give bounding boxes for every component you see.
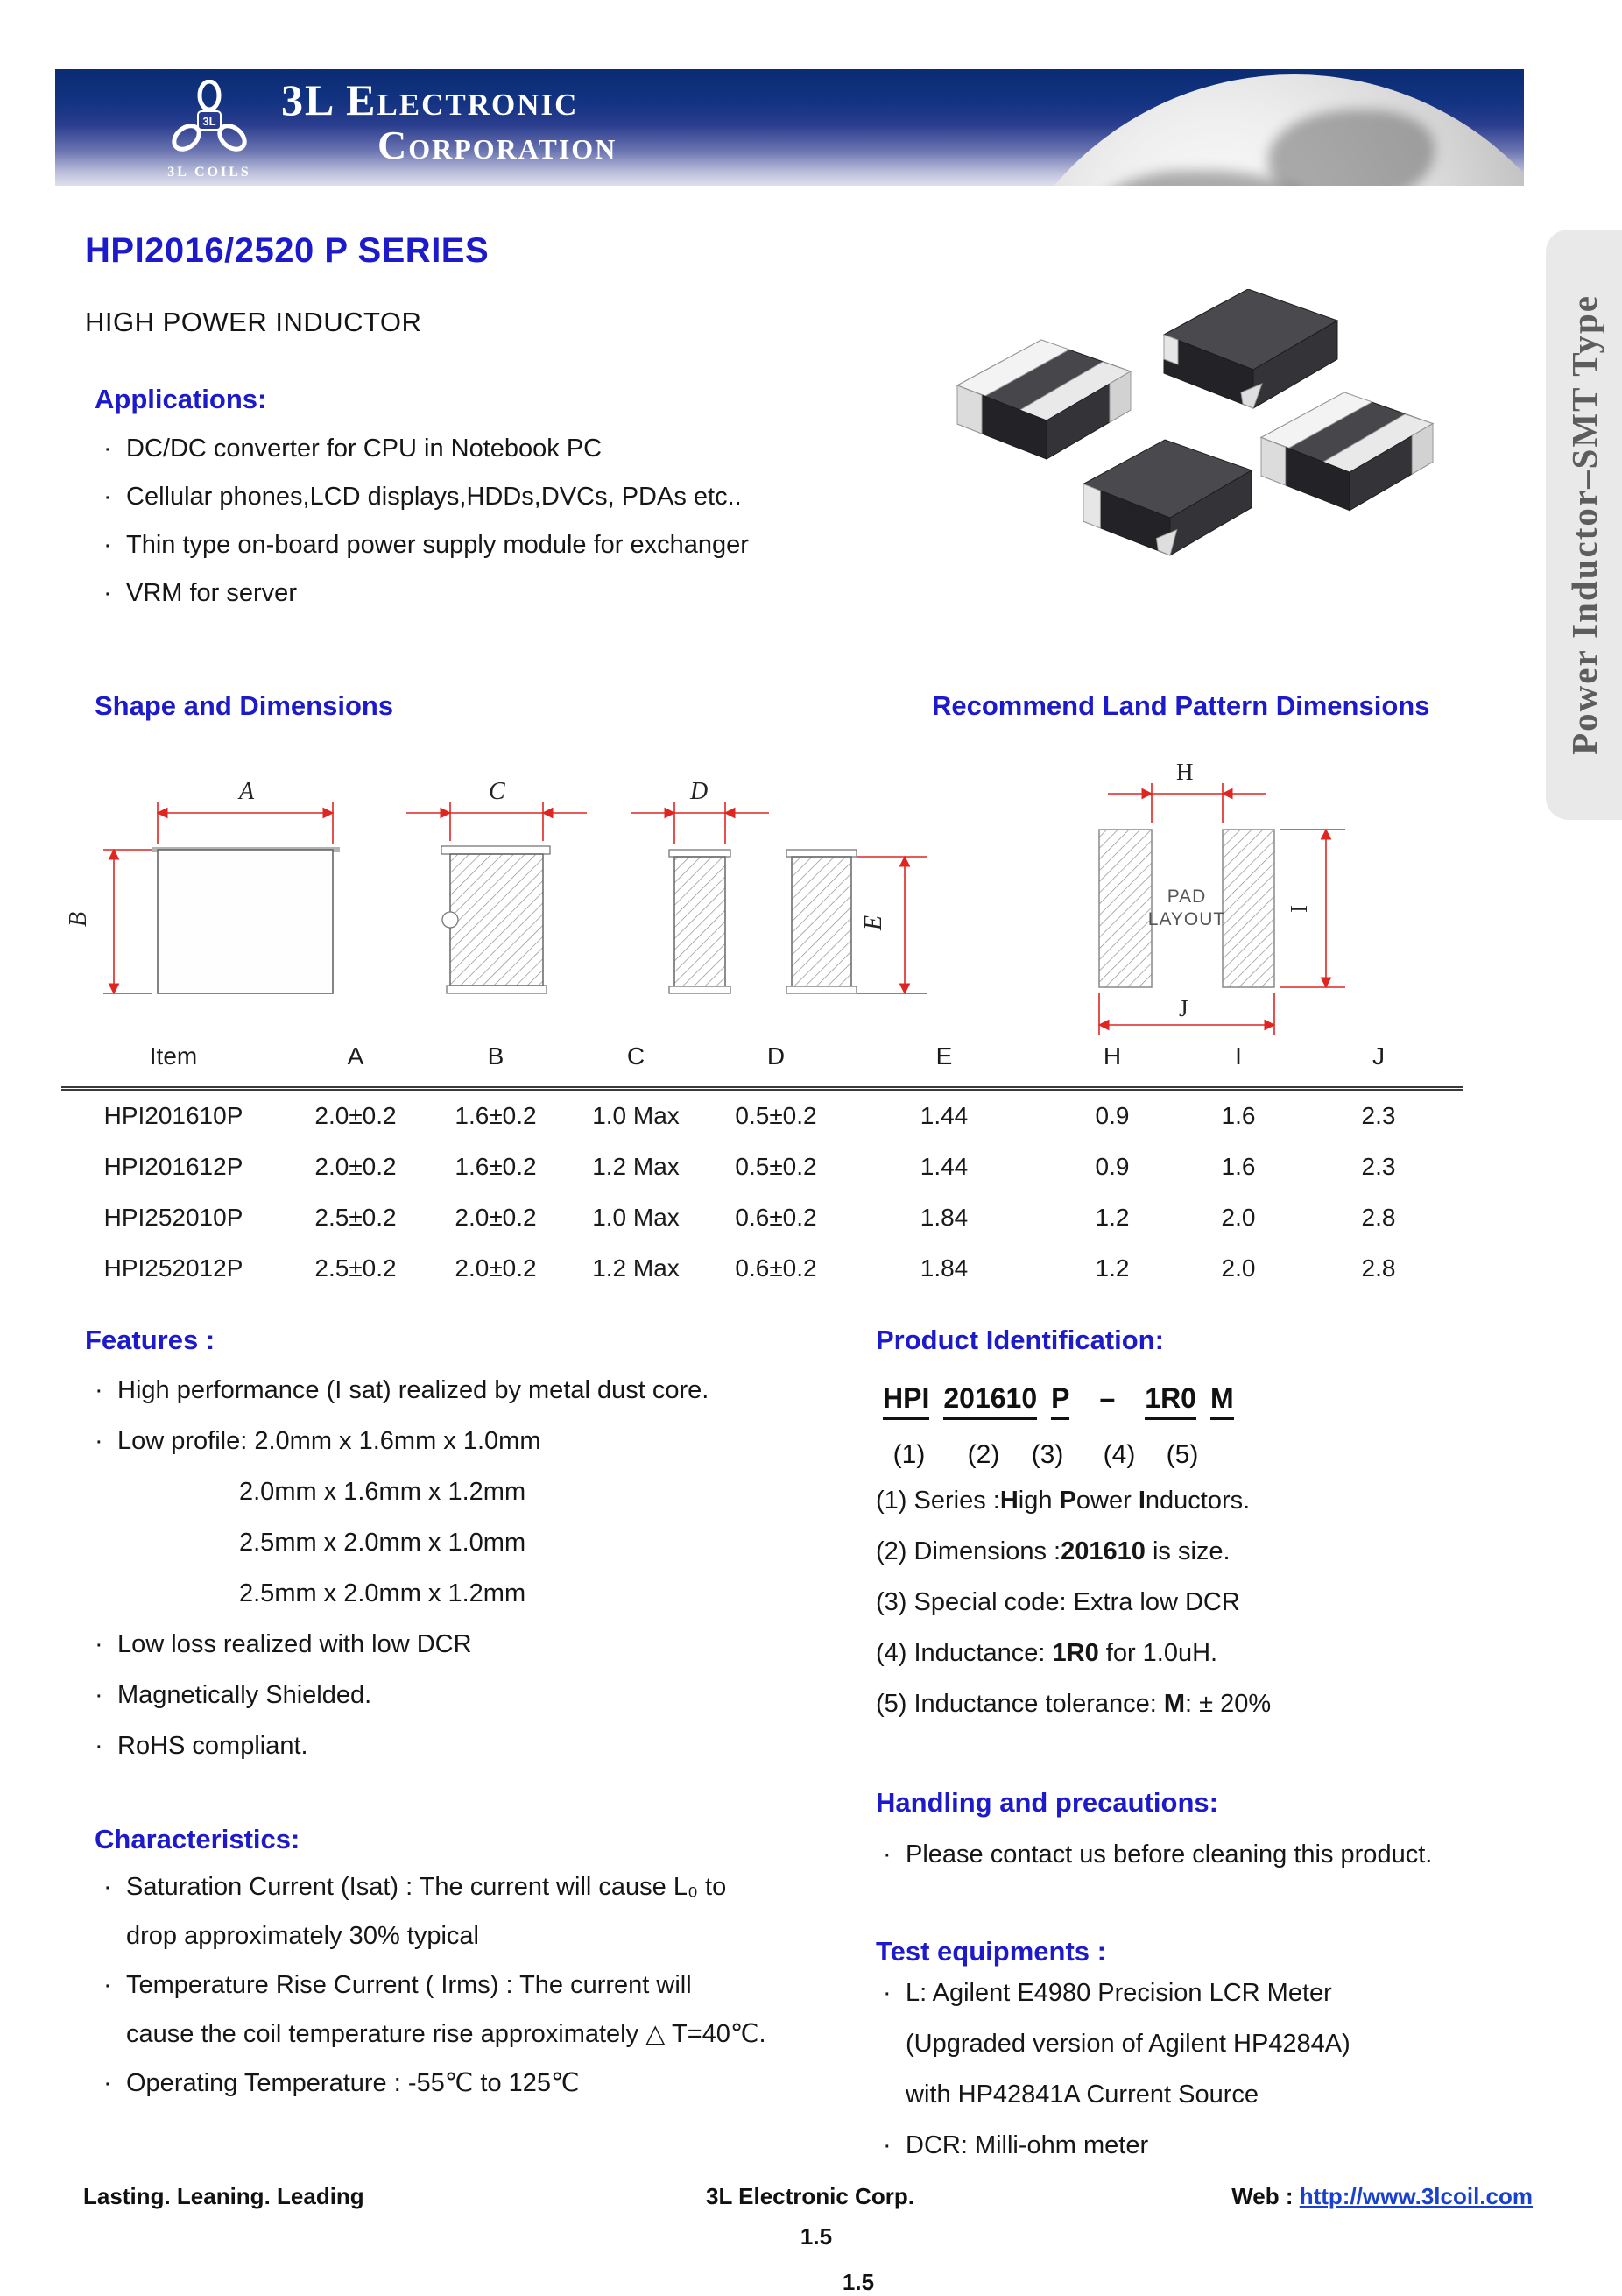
list-item-text: cause the coil temperature rise approximately △ T=40℃. [126,2020,766,2048]
table-cell: 1.2 Max [592,1153,680,1180]
note-segment: igh [1018,1487,1060,1515]
bullet-dot: · [103,1971,112,1999]
dim-label-H: H [1176,759,1194,785]
bullet-dot: · [103,1873,112,1901]
table-cell: 2.5±0.2 [314,1204,397,1231]
list-item-text: Saturation Current (Isat) : The current will cause L₀ to [126,1873,727,1901]
note-segment: 1R0 [1052,1639,1099,1667]
front-view-drawing [65,778,340,993]
table-column-header: J [1294,1032,1463,1089]
note-segment: nductors. [1145,1487,1251,1515]
table-cell: 1.0 Max [592,1102,680,1129]
part-number-segment: 201610 [943,1382,1037,1420]
list-item-text: 2.0mm x 1.6mm x 1.2mm [239,1478,526,1506]
bullet-dot: · [883,1840,892,1869]
note-segment: M [1163,1690,1186,1718]
table-cell: 1.84 [920,1254,969,1282]
dim-label-B: B [65,911,92,927]
note-segment: (2) Dimensions : [876,1537,1061,1565]
list-item-text: Please contact us before cleaning this product. [906,1840,1433,1869]
footer-web [1231,2183,1533,2210]
part-number-segment: M [1210,1382,1234,1420]
globe-continent-shape [1268,110,1435,186]
table-cell: 2.0±0.2 [314,1153,397,1180]
page-subtitle: HIGH POWER INDUCTOR [85,307,422,337]
table-cell: 1.84 [920,1204,969,1231]
list-item [103,569,749,618]
note-segment: : ± 20% [1185,1690,1272,1718]
table-cell: 0.9 [1095,1153,1130,1180]
land-pattern-heading: Recommend Land Pattern Dimensions [932,690,1430,721]
company-wordmark [281,76,617,167]
note-segment: for 1.0uH. [1098,1639,1218,1667]
note-segment: is size. [1145,1537,1231,1565]
shape-dimensions-heading: Shape and Dimensions [95,690,394,721]
list-item [883,1967,1350,2018]
list-item-text: Cellular phones,LCD displays,HDDs,DVCs, PDAs etc.. [126,483,742,511]
wordmark-line2: Corporation [377,123,617,167]
footer-web-label: Web : [1231,2183,1300,2209]
bullet-dot: · [95,1630,103,1658]
table-header [61,1032,1463,1089]
footer-web-link[interactable]: http://www.3lcoil.com [1299,2183,1533,2209]
handling-list [883,1829,1432,1880]
list-item-text: 2.5mm x 2.0mm x 1.2mm [239,1579,526,1607]
part-number-segment: 1R0 [1145,1382,1196,1420]
inductor-chip [1261,392,1433,511]
bullet-dot: · [95,1732,103,1760]
list-item [103,1960,766,2010]
table-cell: 2.0±0.2 [455,1254,537,1282]
note-segment: H [999,1487,1019,1515]
table-cell: 1.2 Max [592,1254,680,1282]
position-label: (2) [967,1440,1000,1469]
list-item [103,2010,766,2059]
list-item [883,2069,1350,2120]
applications-list [103,425,749,618]
position-label: (3) [1031,1440,1064,1469]
table-cell: 2.5±0.2 [314,1254,397,1282]
note-line [876,1577,1271,1628]
note-segment: (1) Series : [876,1487,1000,1515]
end-view-drawing [631,778,927,993]
bullet-dot: · [103,579,112,607]
position-label: (5) [1166,1440,1199,1469]
table-column-header: C [566,1032,706,1089]
list-item [95,1670,709,1720]
note-segment: ower [1075,1487,1139,1515]
list-item-text: VRM for server [126,579,297,607]
list-item [103,1862,766,1911]
land-pattern-drawing [1099,759,1345,1035]
table-column-header: H [1042,1032,1182,1089]
list-item [95,1619,709,1670]
part-number-breakdown [883,1382,1248,1420]
dim-label-E: E [860,915,887,930]
position-label: (4) [1103,1440,1136,1469]
table-cell: HPI252012P [103,1254,243,1282]
part-number-notes [876,1475,1271,1729]
table-cell: 1.6 [1221,1153,1256,1180]
dim-label-D: D [690,778,709,805]
list-item-text: Operating Temperature : -55℃ to 125℃ [126,2069,580,2097]
features-heading: Features : [85,1325,215,1355]
list-item [95,1365,709,1416]
test-equipments-heading: Test equipments : [876,1936,1106,1967]
inductor-chip [1164,289,1337,408]
inductor-chip [1083,440,1252,555]
test-equipments-list [883,1967,1350,2171]
dimensions-table [61,1032,1463,1294]
list-item-text: with HP42841A Current Source [906,2081,1259,2109]
list-item [103,2059,766,2108]
table-cell: 2.0 [1221,1204,1256,1231]
bullet-dot: · [103,434,112,463]
list-item [883,1829,1432,1880]
list-item-text: Magnetically Shielded. [117,1681,372,1709]
bullet-dot: · [103,483,112,511]
logo-sub-text: 3L COILS [167,165,251,180]
part-number-segment: HPI [883,1382,929,1420]
table-cell: 2.8 [1361,1204,1396,1231]
table-row [61,1243,1463,1294]
footer-tagline: Lasting. Leaning. Leading [83,2183,364,2209]
note-line [876,1628,1271,1678]
characteristics-list [103,1862,766,2108]
note-segment: P [1059,1487,1076,1515]
list-item [103,425,749,473]
list-item-text: DC/DC converter for CPU in Notebook PC [126,434,603,463]
table-cell: 1.0 Max [592,1204,680,1231]
list-item [103,521,749,569]
dim-label-J: J [1179,995,1188,1021]
list-item-text: Low profile: 2.0mm x 1.6mm x 1.0mm [117,1427,541,1455]
table-cell: 0.6±0.2 [735,1254,817,1282]
dim-label-A: A [239,778,255,805]
table-row [61,1192,1463,1243]
table-cell: HPI201610P [103,1102,243,1129]
table-cell: 2.0 [1221,1254,1256,1282]
note-segment: (5) Inductance tolerance: [876,1690,1164,1718]
characteristics-heading: Characteristics: [95,1824,300,1854]
list-item-text: High performance (I sat) realized by metal dust core. [117,1376,709,1404]
list-item-text: drop approximately 30% typical [126,1922,479,1950]
list-item [883,2018,1350,2069]
bullet-dot: · [103,2069,112,2097]
part-number-segment: P [1051,1382,1069,1420]
next-page-number: 1.5 [842,2269,875,2295]
inductor-chip [957,340,1131,459]
note-segment: (3) Special code: Extra low DCR [876,1588,1240,1616]
table-row [61,1141,1463,1192]
list-item [95,1416,709,1466]
note-segment: 201610 [1061,1537,1146,1565]
category-side-tab [1546,230,1622,820]
table-column-header: Item [61,1032,286,1089]
coil-icon [167,80,251,164]
bullet-dot: · [95,1427,103,1455]
list-item-text: (Upgraded version of Agilent HP4284A) [906,2030,1350,2058]
list-item-text: Temperature Rise Current ( Irms) : The current will [126,1971,692,1999]
position-label: (1) [892,1440,926,1469]
note-line [876,1526,1271,1577]
note-segment: I [1138,1487,1146,1515]
list-item-text: DCR: Milli-ohm meter [906,2131,1149,2159]
dim-label-C: C [489,778,505,805]
list-item-text: Thin type on-board power supply module for exchanger [126,531,749,559]
part-number-segment: – [1099,1382,1116,1414]
table-cell: 1.2 [1095,1254,1130,1282]
dimension-drawings [53,746,1541,1070]
side-tab-label: Power Inductor–SMT Type [1563,294,1604,755]
table-cell: 2.3 [1361,1153,1396,1180]
bullet-dot: · [95,1681,103,1709]
table-row [61,1089,1463,1142]
table-cell: 1.6±0.2 [455,1153,537,1180]
footer-company: 3L Electronic Corp. [706,2183,914,2209]
header-banner [55,69,1524,186]
table-cell: 1.6±0.2 [455,1102,537,1129]
table-cell: 0.5±0.2 [735,1153,817,1180]
table-column-header: I [1182,1032,1294,1089]
note-line [876,1475,1271,1526]
bullet-dot: · [95,1376,103,1404]
table-column-header: D [706,1032,846,1089]
list-item [103,473,749,521]
product-photo [950,289,1454,583]
dim-label-I: I [1286,905,1312,913]
note-segment: (4) Inductance: [876,1639,1053,1667]
globe-image [979,74,1524,186]
table-cell: 0.6±0.2 [735,1204,817,1231]
side-view-drawing [406,778,587,993]
table-cell: 2.8 [1361,1254,1396,1282]
list-item [95,1517,709,1568]
table-cell: 1.2 [1095,1204,1130,1231]
pad-layout-text-line1: PAD [1167,887,1207,907]
wordmark-line1: 3L Electronic [281,75,579,124]
table-cell: 1.6 [1221,1102,1256,1129]
note-line [876,1678,1271,1729]
handling-heading: Handling and precautions: [876,1787,1218,1818]
table-cell: 2.0±0.2 [314,1102,397,1129]
table-cell: 2.3 [1361,1102,1396,1129]
logo-mark-text: 3L [202,115,216,128]
bullet-dot: · [103,531,112,559]
table-cell: HPI252010P [103,1204,243,1231]
list-item [95,1720,709,1771]
list-item [95,1568,709,1619]
product-identification-heading: Product Identification: [876,1325,1164,1355]
table-cell: 1.44 [920,1102,969,1129]
table-cell: 0.5±0.2 [735,1102,817,1129]
list-item-text: RoHS compliant. [117,1732,308,1760]
features-list [95,1365,709,1771]
bullet-dot: · [883,1979,892,2007]
table-cell: 1.44 [920,1153,969,1180]
table-cell: 2.0±0.2 [455,1204,537,1231]
table-column-header: E [846,1032,1042,1089]
list-item [95,1466,709,1517]
list-item [883,2120,1350,2171]
list-item [103,1911,766,1960]
pad-layout-text-line2: LAYOUT [1147,909,1226,929]
page-number: 1.5 [800,2223,833,2250]
table-column-header: A [286,1032,426,1089]
applications-heading: Applications: [95,384,267,414]
list-item-text: L: Agilent E4980 Precision LCR Meter [906,1979,1332,2007]
company-logo [141,80,278,180]
page-title: HPI2016/2520 P SERIES [85,231,490,270]
bullet-dot: · [883,2131,892,2159]
table-column-header: B [426,1032,566,1089]
list-item-text: Low loss realized with low DCR [117,1630,472,1658]
list-item-text: 2.5mm x 2.0mm x 1.0mm [239,1529,526,1557]
table-cell: 0.9 [1095,1102,1130,1129]
table-cell: HPI201612P [103,1153,243,1180]
